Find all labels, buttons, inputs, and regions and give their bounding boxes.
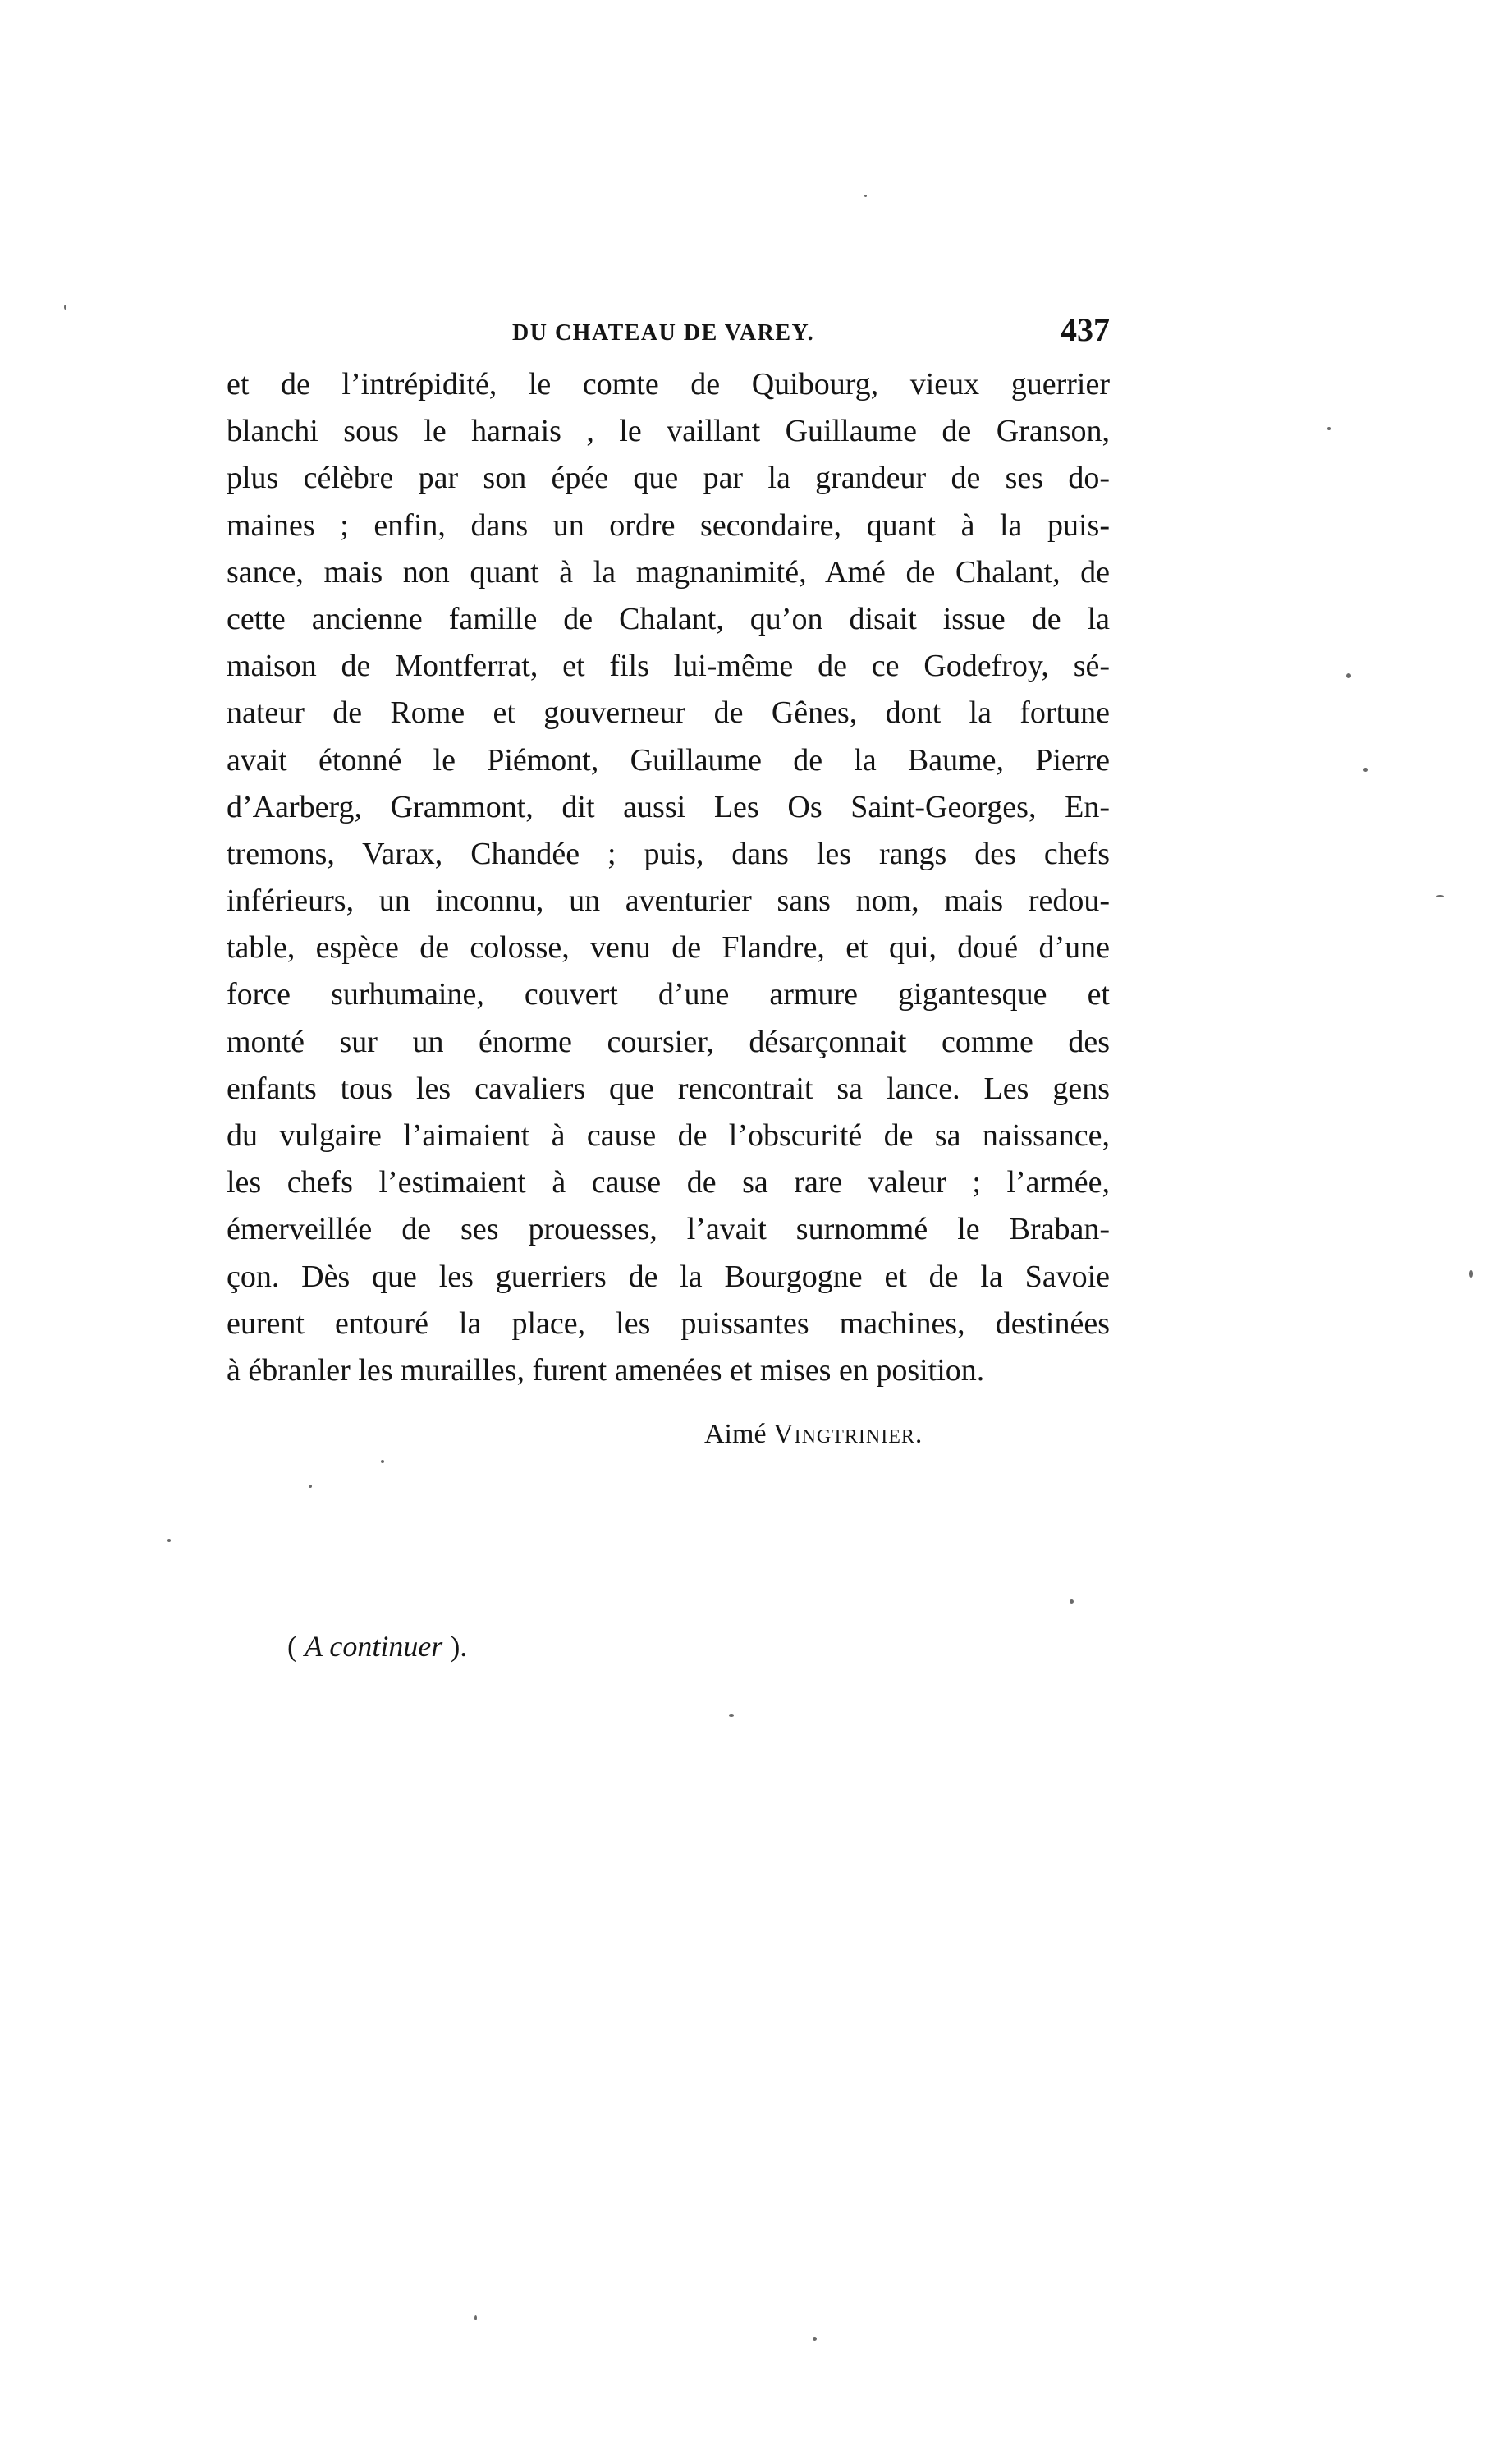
text-line: du vulgaire l’aimaient à cause de l’obscurité de sa naissance, bbox=[227, 1118, 1110, 1153]
text-line: et de l’intrépidité, le comte de Quibourg, vieux guerrier bbox=[227, 367, 1110, 402]
text-line: maines ; enfin, dans un ordre secondaire, quant à la puis- bbox=[227, 507, 1110, 543]
scan-speck bbox=[1070, 1599, 1074, 1604]
scan-speck bbox=[813, 2337, 817, 2341]
continuation-text: A continuer bbox=[305, 1630, 443, 1663]
text-line: nateur de Rome et gouverneur de Gênes, dont la fortune bbox=[227, 695, 1110, 731]
text-line: çon. Dès que les guerriers de la Bourgogne et de la Savoie bbox=[227, 1259, 1110, 1294]
scan-speck bbox=[474, 2315, 477, 2320]
text-line: les chefs l’estimaient à cause de sa rare valeur ; l’armée, bbox=[227, 1165, 1110, 1200]
scan-speck bbox=[381, 1460, 384, 1463]
text-line: émerveillée de ses prouesses, l’avait surnommé le Braban- bbox=[227, 1212, 1110, 1247]
text-line: force surhumaine, couvert d’une armure gigantesque et bbox=[227, 977, 1110, 1012]
scan-speck bbox=[1469, 1270, 1473, 1278]
author-signature bbox=[704, 1419, 923, 1450]
author-first-name: Aimé bbox=[704, 1419, 767, 1449]
text-line: cette ancienne famille de Chalant, qu’on disait issue de la bbox=[227, 601, 1110, 636]
running-title: DU CHATEAU DE VAREY. bbox=[512, 320, 815, 346]
scan-speck bbox=[1327, 427, 1331, 430]
text-line: eurent entouré la place, les puissantes machines, destinées bbox=[227, 1306, 1110, 1341]
text-line: inférieurs, un inconnu, un aventurier sans nom, mais redou- bbox=[227, 883, 1110, 919]
running-head bbox=[227, 310, 1110, 360]
text-line: blanchi sous le harnais , le vaillant Guillaume de Granson, bbox=[227, 414, 1110, 449]
paren-close: ). bbox=[450, 1630, 468, 1663]
text-line: enfants tous les cavaliers que rencontrait sa lance. Les gens bbox=[227, 1071, 1110, 1106]
scan-speck bbox=[1363, 768, 1368, 772]
text-line: avait étonné le Piémont, Guillaume de la Baume, Pierre bbox=[227, 742, 1110, 778]
text-line: table, espèce de colosse, venu de Flandre, et qui, doué d’une bbox=[227, 930, 1110, 966]
text-line: d’Aarberg, Grammont, dit aussi Les Os Saint-Georges, En- bbox=[227, 789, 1110, 824]
text-line: monté sur un énorme coursier, désarçonnait comme des bbox=[227, 1024, 1110, 1059]
scan-speck bbox=[729, 1714, 734, 1717]
text-line: plus célèbre par son épée que par la grandeur de ses do- bbox=[227, 461, 1110, 496]
text-line: sance, mais non quant à la magnanimité, Amé de Chalant, de bbox=[227, 554, 1110, 590]
page-number: 437 bbox=[1061, 311, 1110, 348]
author-surname: Vingtrinier. bbox=[773, 1419, 923, 1449]
scan-speck bbox=[1346, 673, 1351, 678]
text-line: maison de Montferrat, et fils lui-même de ce Godefroy, sé- bbox=[227, 649, 1110, 684]
scan-speck bbox=[864, 195, 867, 197]
scan-speck bbox=[167, 1539, 171, 1542]
text-line: à ébranler les murailles, furent amenées et mises en position. bbox=[227, 1352, 985, 1388]
scan-speck bbox=[309, 1485, 312, 1488]
text-line: tremons, Varax, Chandée ; puis, dans les rangs des chefs bbox=[227, 836, 1110, 871]
scan-speck bbox=[1436, 895, 1444, 897]
continuation-note bbox=[287, 1629, 467, 1664]
body-paragraph bbox=[227, 361, 1110, 1394]
scan-speck bbox=[64, 305, 66, 310]
paren-open: ( bbox=[287, 1630, 297, 1663]
